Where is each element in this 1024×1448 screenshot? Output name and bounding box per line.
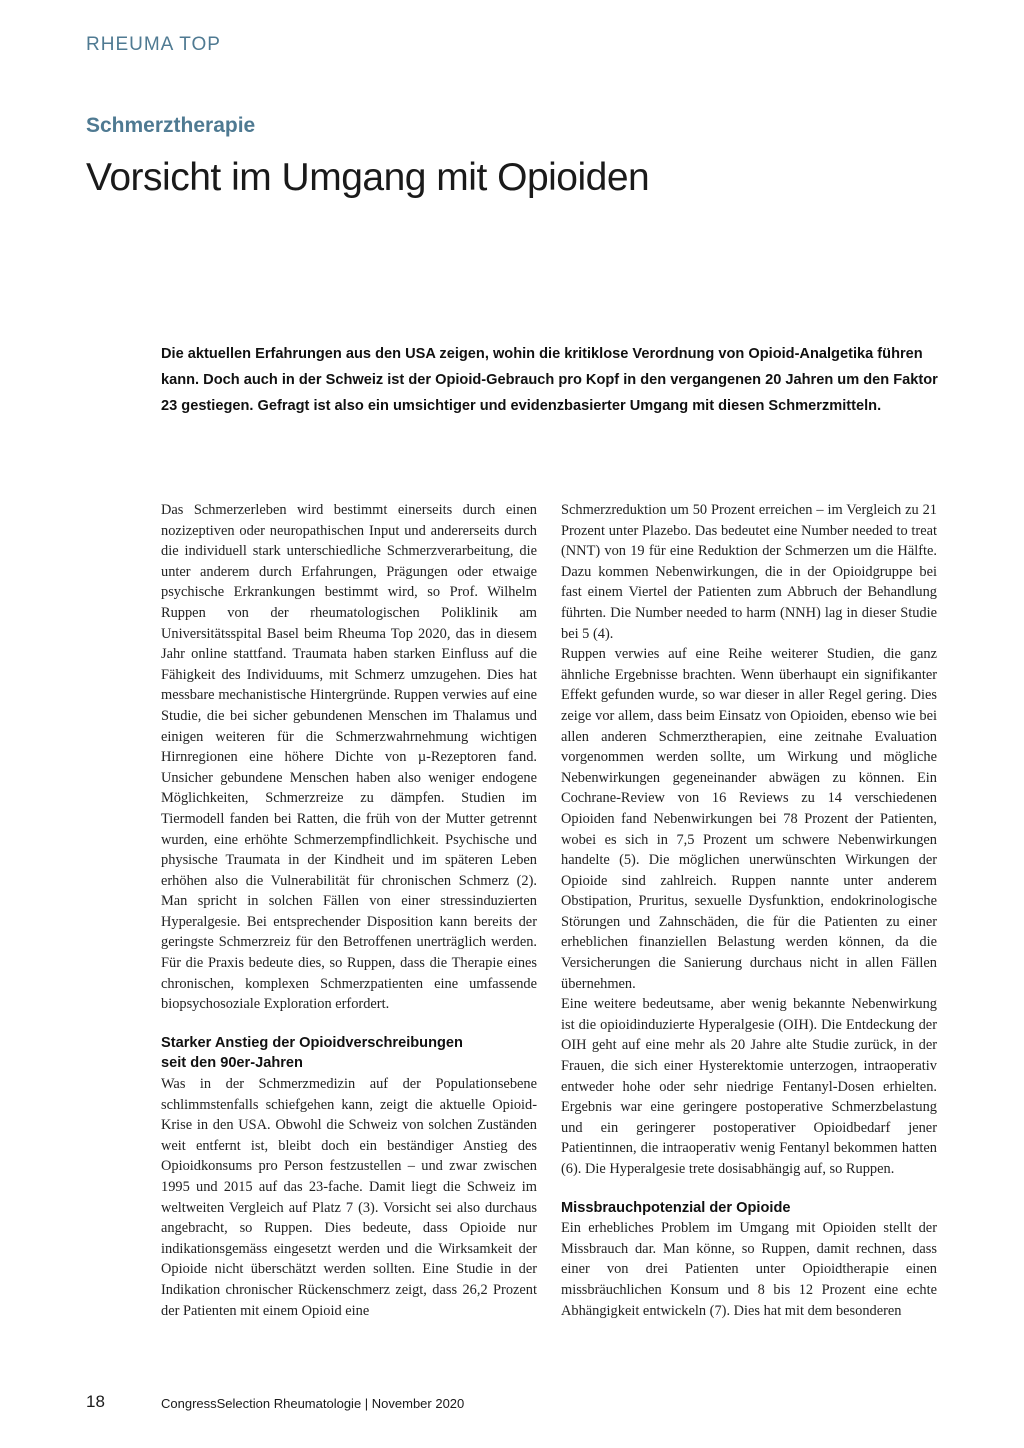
body-column-right xyxy=(561,500,937,1321)
subheading xyxy=(161,1033,537,1074)
body-paragraph: Was in der Schmerzmedizin auf der Populationsebene schlimmstenfalls schiefgehen kann, zeigt die aktuelle Opioid-Krise in den USA. Obwohl die Schweiz von solchen Zuständen weit entfernt ist, bleibt doch ein beständiger Anstieg des Opioidkonsums pro Person festzustellen – und zwar zwischen 1995 und 2015 auf das 23-fache. Damit liegt die Schweiz im weltweiten Vergleich auf Platz 7 (3). Vorsicht sei also durchaus angebracht, so Ruppen. Dies bedeute, dass Opioide nur indikationsgemäss eingesetzt werden und die Wirksamkeit der Opioide nicht überschätzt werden sollten. Eine Studie in der Indikation chronischer Rückenschmerz zeigt, dass 26,2 Prozent der Patienten mit einem Opioid eine xyxy=(161,1076,537,1319)
body-column-left xyxy=(161,500,537,1321)
body-paragraph: Ein erhebliches Problem im Umgang mit Opioiden stellt der Missbrauch dar. Man könne, so Ruppen, damit rechnen, dass einer von drei Patienten unter Opioidtherapie einen missbräuchlichen Konsum und 8 bis 12 Prozent eine echte Abhängigkeit entwickeln (7). Dies hat mit dem besonderen xyxy=(561,1220,937,1319)
body-paragraph: Das Schmerzerleben wird bestimmt einerseits durch einen nozizeptiven oder neuropathischen Input und andererseits durch die individuell stark unterschiedliche Schmerzverarbeitung, die unter anderem durch Erfahrungen, Prägungen oder etwaige psychische Erkrankungen bestimmt wird, so Prof. Wilhelm Ruppen von der rheumatologischen Poliklinik am Universitätsspital Basel beim Rheuma Top 2020, das in diesem Jahr online stattfand. Traumata haben starken Einfluss auf die Fähigkeit des Individuums, mit Schmerz umzugehen. Dies hat messbare mechanistische Hintergründe. Ruppen verwies auf eine Studie, die bei sicher gebundenen Menschen im Thalamus und einigen weiteren für die Schmerzwahrnehmung wichtigen Hirnregionen eine höhere Dichte von µ-Rezeptoren fand. Unsicher gebundene Menschen haben also weniger endogene Möglichkeiten, Schmerzreize zu dämpfen. Studien im Tiermodell fanden bei Ratten, die früh von der Mutter getrennt wurden, eine erhöhte Schmerzempfindlichkeit. Psychische und physische Traumata in der Kindheit und im späteren Leben erhöhen also die Vulnerabilität für chronischen Schmerz (2). Man spricht in solchen Fällen von einer stressinduzierten Hyperalgesie. Bei entsprechender Disposition kann bereits der geringste Schmerzreiz für den Betroffenen unerträglich werden. Für die Praxis bedeute dies, so Ruppen, dass die Therapie eines chronischen, komplexen Schmerzpatienten eine umfassende biopsychosoziale Exploration erfordert. xyxy=(161,502,537,1013)
article-kicker: Schmerztherapie xyxy=(86,114,256,137)
page-number: 18 xyxy=(86,1392,105,1411)
section-label: RHEUMA TOP xyxy=(86,34,221,55)
article-lead: Die aktuellen Erfahrungen aus den USA zeigen, wohin die kritiklose Verordnung von Opioid-Analgetika führen kann. Doch auch in der Schweiz ist der Opioid-Gebrauch pro Kopf in den vergangenen 20 Jahren um den Faktor 23 gestiegen. Gefragt ist also ein umsichtiger und evidenzbasierter Umgang mit diesen Schmerzmitteln. xyxy=(161,346,938,414)
subheading-line: Starker Anstieg der Opioidverschreibungen xyxy=(161,1034,463,1051)
article-headline: Vorsicht im Umgang mit Opioiden xyxy=(86,156,650,199)
body-paragraph: Schmerzreduktion um 50 Prozent erreichen – im Vergleich zu 21 Prozent unter Plazebo. Das bedeutet eine Number needed to treat (NNT) von 19 für eine Reduktion der Schmerzen um die Hälfte. Dazu kommen Nebenwirkungen, die in der Opioidgruppe bei fast einem Viertel der Patienten zum Abbruch der Behandlung führten. Die Number needed to harm (NNH) lag in dieser Studie bei 5 (4). xyxy=(561,502,937,642)
subheading-line: seit den 90er-Jahren xyxy=(161,1055,303,1072)
body-paragraph: Ruppen verwies auf eine Reihe weiterer Studien, die ganz ähnliche Ergebnisse brachten. Wenn überhaupt ein signifikanter Effekt gefunden wurde, so war dieser in aller Regel gering. Dies zeige vor allem, dass beim Einsatz von Opioiden, ebenso wie bei allen anderen Schmerztherapien, eine zeitnahe Evaluation vorgenommen werden sollte, um Wirkung und mögliche Nebenwirkungen gegeneinander abwägen zu können. Ein Cochrane-Review von 16 Reviews zu 14 verschiedenen Opioiden fand Nebenwirkungen bei 78 Prozent der Patienten, wobei es sich in 7,5 Prozent um schwere Nebenwirkungen handelte (5). Die möglichen unerwünschten Wirkungen der Opioide sind zahlreich. Ruppen nannte unter anderem Obstipation, Pruritus, sexuelle Dysfunktion, endokrinologische Störungen und Zahnschäden, die für die Patienten zu einer erheblichen finanziellen Belastung werden können, da die Versicherungen die Sanierung durchaus nicht in allen Fällen übernehmen. xyxy=(561,646,937,992)
publication-footer: CongressSelection Rheumatologie | November 2020 xyxy=(161,1396,465,1411)
body-paragraph: Eine weitere bedeutsame, aber wenig bekannte Nebenwirkung ist die opioidinduzierte Hyperalgesie (OIH). Die Entdeckung der OIH geht auf eine mehr als 20 Jahre alte Studie zurück, in der Frauen, die sich einer Hysterektomie unterzogen, intraoperativ entweder hohe oder sehr niedrige Fentanyl-Dosen erhielten. Ergebnis war eine geringere postoperative Schmerzbelastung und ein geringerer postoperativer Opioidbedarf jener Patientinnen, die intraoperativ wenig Fentanyl bekommen hatten (6). Die Hyperalgesie trete dosisabhängig auf, so Ruppen. xyxy=(561,996,937,1177)
subheading: Missbrauchpotenzial der Opioide xyxy=(561,1199,791,1216)
